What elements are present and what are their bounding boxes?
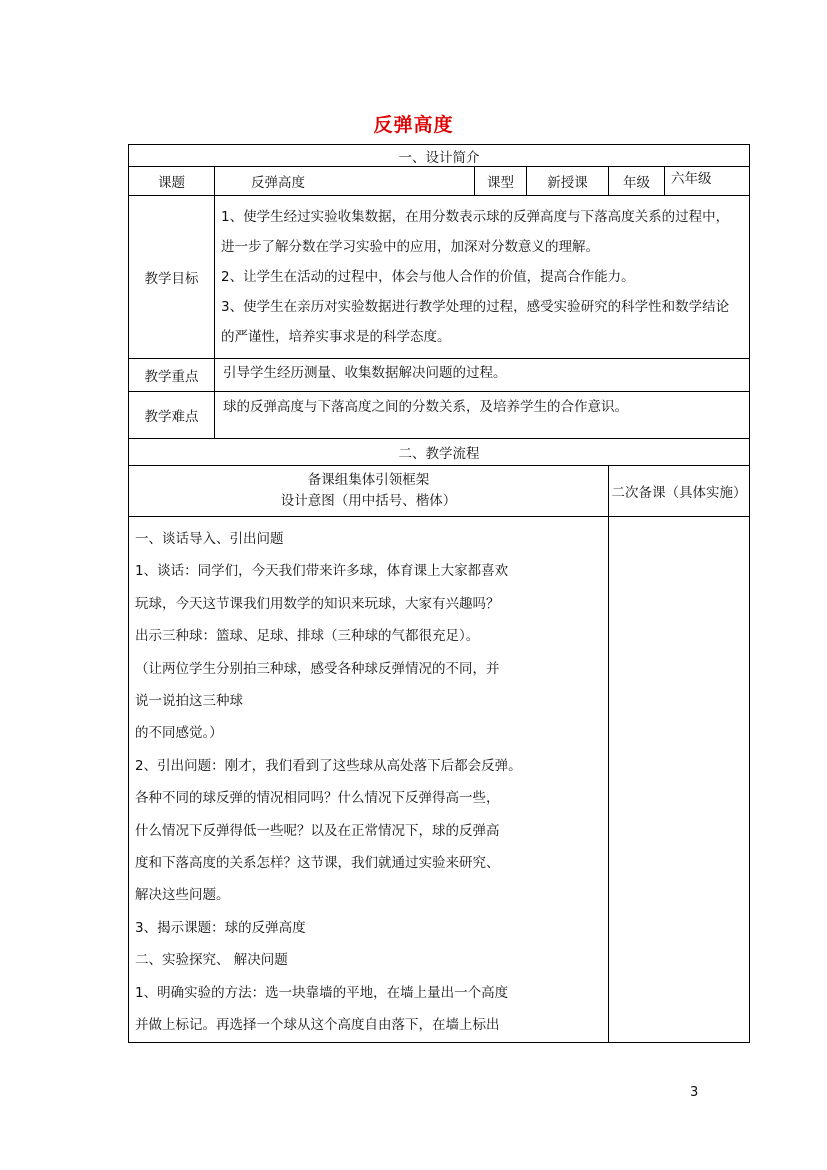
flow-line: 解决这些问题。: [135, 887, 230, 904]
flow-content: [129, 517, 609, 1043]
flow-line: 玩球，今天这节课我们用数学的知识来玩球，大家有兴趣吗？: [135, 595, 500, 612]
difficulty-text: 球的反弹高度与下落高度之间的分数关系，及培养学生的合作意识。: [215, 392, 750, 439]
flow-line: 说一说拍这三种球: [135, 693, 243, 710]
flow-header-right: 二次备课（具体实施）: [609, 466, 750, 517]
flow-line: 1、明确实验的方法：选一块靠墙的平地，在墙上量出一个高度: [135, 984, 509, 1001]
lesson-plan-table: [128, 144, 750, 1043]
flow-header-line: 备课组集体引领框架: [307, 472, 430, 488]
flow-header-line: 设计意图（用中括号、楷体）: [280, 493, 457, 509]
flow-header-left: [129, 466, 609, 517]
flow-line: 2、引出问题：刚才，我们看到了这些球从高处落下后都会反弹。: [135, 757, 522, 774]
topic-label: 课题: [129, 167, 215, 196]
difficulty-label: 教学难点: [129, 392, 215, 439]
section-heading-design: 一、设计简介: [129, 145, 750, 167]
flow-line: （让两位学生分别拍三种球，感受各种球反弹情况的不同，并: [135, 660, 500, 677]
grade-value: 六年级: [665, 167, 750, 196]
flow-line: 度和下落高度的关系怎样？这节课，我们就通过实验来研究、: [135, 855, 500, 872]
flow-line: 二、实验探究、 解决问题: [135, 952, 288, 969]
key-point-text: 引导学生经历测量、收集数据解决问题的过程。: [215, 359, 750, 392]
lesson-type-value: 新授课: [527, 167, 609, 196]
flow-line: 3、揭示课题：球的反弹高度: [135, 919, 306, 936]
second-preparation-cell: [609, 517, 750, 1043]
lesson-type-label: 课型: [475, 167, 527, 196]
grade-label: 年级: [609, 167, 665, 196]
goal-item: 2、让学生在活动的过程中，体会与他人合作的价值，提高合作能力。: [221, 269, 635, 285]
topic-value: 反弹高度: [215, 167, 475, 196]
flow-line: 出示三种球：篮球、足球、排球（三种球的气都很充足）。: [135, 628, 480, 645]
section-heading-flow: 二、教学流程: [129, 439, 750, 466]
flow-line: 并做上标记。再选择一个球从这个高度自由落下，在墙上标出: [135, 1017, 500, 1034]
flow-line: 的不同感觉。）: [135, 725, 223, 742]
key-point-label: 教学重点: [129, 359, 215, 392]
flow-line: 各种不同的球反弹的情况相同吗？什么情况下反弹得高一些，: [135, 790, 500, 807]
goal-item: 1、使学生经过实验收集数据，在用分数表示球的反弹高度与下落高度关系的过程中，进一步了解分数在学习实验中的应用，加深对分数意义的理解。: [221, 209, 730, 255]
goals-label: 教学目标: [129, 196, 215, 359]
goal-item: 3、使学生在亲历对实验数据进行教学处理的过程，感受实验研究的科学性和数学结论的严谨性，培养实事求是的科学态度。: [221, 299, 730, 345]
flow-line: 什么情况下反弹得低一些呢？以及在正常情况下，球的反弹高: [135, 822, 500, 839]
page-number: 3: [690, 1085, 699, 1100]
page-title: 反弹高度: [373, 114, 454, 136]
flow-line: 一、谈话导入、引出问题: [135, 531, 284, 547]
goals-content: [215, 196, 750, 359]
flow-line: 1、谈话：同学们，今天我们带来许多球，体育课上大家都喜欢: [135, 563, 509, 580]
